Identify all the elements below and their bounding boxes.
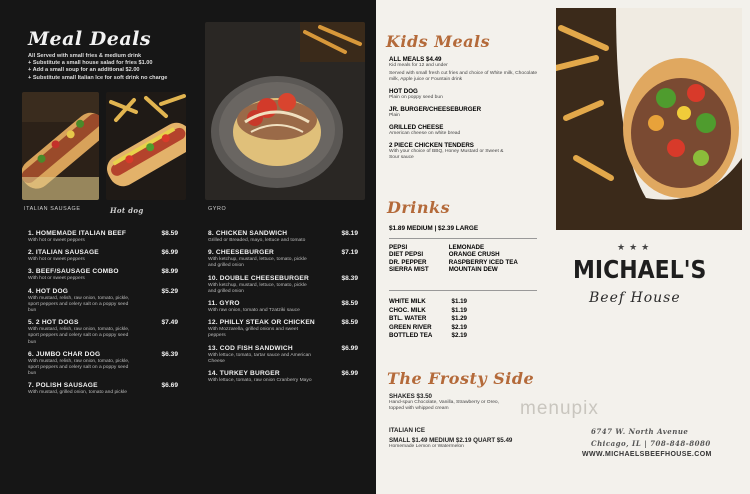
menu-item bbox=[28, 351, 178, 378]
drink-name: DIET PEPSI bbox=[389, 251, 424, 259]
item-price: $6.99 bbox=[341, 344, 358, 352]
logo-subtitle: Beef House bbox=[589, 290, 681, 306]
menu-item bbox=[28, 268, 178, 282]
item-name: 3. BEEF/SAUSAGE COMBO bbox=[28, 268, 119, 276]
drink-price: $1.29 bbox=[451, 315, 467, 323]
item-description: With hot or sweet peppers bbox=[28, 276, 85, 282]
kids-meals-age: Kid meals for 12 and under bbox=[389, 63, 448, 68]
italian-ice-section bbox=[389, 427, 519, 450]
drink-name: WHITE MILK bbox=[389, 298, 426, 305]
item-price: $7.49 bbox=[161, 319, 178, 327]
shakes-section bbox=[389, 393, 499, 412]
meal-deals-line: All Served with small fries & medium drink bbox=[28, 53, 142, 59]
item-description: With hot or sweet peppers bbox=[28, 238, 85, 243]
item-description: With hot or sweet peppers bbox=[28, 257, 85, 263]
bottled-drink-row bbox=[389, 332, 467, 341]
italian-ice-title: ITALIAN ICE bbox=[389, 427, 425, 434]
kids-item-desc: American cheese on white bread bbox=[389, 131, 461, 136]
item-description: With ketchup, mustard, lettuce, tomato, pickle and grilled onion bbox=[208, 257, 307, 269]
item-price: $8.99 bbox=[161, 268, 178, 276]
item-description: Grilled or Breaded, mayo, lettuce and tomato bbox=[208, 238, 306, 243]
meal-deals-title: Meal Deals bbox=[28, 28, 152, 50]
kids-meals-section bbox=[389, 56, 539, 161]
drinks-title: Drinks bbox=[387, 198, 451, 217]
bottled-drink-row bbox=[389, 324, 467, 333]
address-line-1: 6747 W. North Avenue bbox=[591, 427, 689, 436]
drink-name: ORANGE CRUSH bbox=[448, 251, 500, 259]
item-name: 2. ITALIAN SAUSAGE bbox=[28, 249, 99, 257]
logo-name: MICHAEL'S bbox=[573, 256, 707, 285]
gyro-photo bbox=[205, 22, 365, 200]
item-description: With lettuce, tomato, tartar sauce and American Cheese bbox=[208, 352, 312, 364]
menu-item bbox=[28, 382, 178, 396]
item-price: $6.99 bbox=[161, 249, 178, 257]
item-name: 14. TURKEY BURGER bbox=[208, 370, 280, 378]
caption-hot-dog: Hot dog bbox=[110, 206, 144, 215]
item-name: 10. DOUBLE CHEESEBURGER bbox=[208, 274, 309, 282]
meal-deals-notes bbox=[28, 53, 203, 82]
drinks-prices: $1.89 MEDIUM | $2.39 LARGE bbox=[389, 225, 479, 232]
drink-price: $1.19 bbox=[451, 298, 467, 305]
item-price: $8.19 bbox=[341, 230, 358, 237]
hot-dog-photo bbox=[106, 92, 186, 200]
drink-name: BOTTLED TEA bbox=[389, 332, 433, 340]
item-description: With lettuce, tomato, raw onion Cranberry Mayo bbox=[208, 378, 312, 384]
bottled-drink-row bbox=[389, 315, 467, 324]
drink-name: BTL. WATER bbox=[389, 315, 427, 323]
drink-price: $2.19 bbox=[451, 323, 467, 331]
item-description: With raw onion, tomato and Tzatziki sauce bbox=[208, 308, 300, 314]
kids-item bbox=[389, 88, 539, 101]
shakes-price: SHAKES $3.50 bbox=[389, 393, 432, 400]
address-line-2: Chicago, IL | 708-848-8080 bbox=[591, 439, 711, 448]
drink-name: LEMONADE bbox=[448, 244, 485, 251]
drink-name: GREEN RIVER bbox=[389, 323, 432, 331]
drink-price: $2.19 bbox=[451, 332, 467, 340]
kids-item-desc: Plain on poppy seed bun bbox=[389, 95, 443, 100]
item-name: 12. PHILLY STEAK OR CHICKEN bbox=[208, 319, 315, 327]
menu-item bbox=[208, 230, 358, 244]
menu-item bbox=[28, 230, 178, 244]
item-price: $6.69 bbox=[161, 382, 178, 390]
drink-name: CHOC. MILK bbox=[389, 306, 426, 314]
item-price: $6.39 bbox=[161, 350, 178, 358]
kids-item bbox=[389, 124, 539, 137]
kids-item-name: HOT DOG bbox=[389, 88, 418, 95]
kids-item bbox=[389, 106, 539, 119]
menu-item bbox=[208, 275, 358, 295]
item-name: 7. POLISH SAUSAGE bbox=[28, 382, 98, 390]
menu-items-column-1 bbox=[28, 230, 178, 402]
drink-price: $1.19 bbox=[451, 306, 467, 314]
item-name: 4. HOT DOG bbox=[28, 287, 69, 295]
drink-name: RASPBERRY ICED TEA bbox=[448, 258, 518, 266]
italian-beef-photo bbox=[556, 8, 742, 230]
caption-italian-sausage: ITALIAN SAUSAGE bbox=[24, 206, 81, 212]
item-description: With mustard, relish, raw onion, tomato, pickle, sport peppers and celery salt on a poppy seed bun bbox=[28, 358, 130, 377]
logo-stars: ★★★ bbox=[617, 242, 654, 252]
italian-ice-prices: SMALL $1.49 MEDIUM $2.19 QUART $5.49 bbox=[389, 437, 513, 444]
item-description: With mustard, grilled onion, tomato and pickle bbox=[28, 390, 127, 396]
drink-name: MOUNTAIN DEW bbox=[448, 266, 498, 274]
kids-item-name: GRILLED CHEESE bbox=[389, 124, 444, 131]
item-description: With mustard, relish, raw onion, tomato, pickle, sport peppers and celery salt on a poppy seed bun bbox=[28, 327, 130, 345]
item-price: $5.29 bbox=[161, 287, 178, 295]
caption-gyro: GYRO bbox=[208, 206, 227, 212]
italian-sausage-photo bbox=[22, 92, 99, 200]
kids-item-desc: With your choice of BBQ, Honey Mustard or Sweet & Sour sauce bbox=[389, 149, 504, 160]
kids-meals-price: ALL MEALS $4.49 bbox=[389, 56, 442, 63]
item-description: With mustard, relish, raw onion, tomato, pickle, sport peppers and celery salt on a poppy seed bun bbox=[28, 295, 130, 314]
kids-item bbox=[389, 142, 539, 161]
drink-name: DR. PEPPER bbox=[389, 258, 427, 266]
soft-drinks-col-2 bbox=[449, 244, 518, 274]
item-price: $7.19 bbox=[341, 249, 358, 257]
item-name: 5. 2 HOT DOGS bbox=[28, 319, 79, 327]
menu-item bbox=[208, 345, 358, 365]
menu-item bbox=[28, 249, 178, 263]
divider bbox=[389, 238, 537, 239]
website-link[interactable]: WWW.MICHAELSBEEFHOUSE.COM bbox=[582, 451, 712, 458]
bottled-drink-row bbox=[389, 307, 467, 316]
item-price: $8.39 bbox=[341, 274, 358, 282]
item-price: $8.59 bbox=[341, 300, 358, 308]
soft-drinks-col-1 bbox=[389, 244, 447, 274]
drink-name: SIERRA MIST bbox=[389, 266, 429, 274]
meal-deals-line: + Add a small soup for an additional $2.00 bbox=[28, 67, 140, 74]
meal-deals-line: + Substitute small Italian Ice for soft drink no charge bbox=[28, 74, 168, 81]
bottled-drink-row bbox=[389, 298, 467, 307]
item-name: 1. HOMEMADE ITALIAN BEEF bbox=[28, 230, 127, 237]
kids-meals-title: Kids Meals bbox=[386, 32, 491, 51]
item-name: 9. CHEESEBURGER bbox=[208, 249, 275, 257]
item-description: With Mozzarella, grilled onions and sweet peppers bbox=[208, 327, 298, 339]
menu-item bbox=[28, 319, 178, 346]
kids-item-name: JR. BURGER/CHEESEBURGER bbox=[389, 106, 482, 113]
item-name: 13. COD FISH SANDWICH bbox=[208, 344, 293, 352]
item-price: $6.99 bbox=[341, 370, 358, 378]
menu-items-column-2 bbox=[208, 230, 358, 389]
divider bbox=[389, 290, 537, 291]
drink-name: PEPSI bbox=[389, 244, 408, 251]
item-name: 11. GYRO bbox=[208, 300, 240, 308]
menu-item bbox=[208, 319, 358, 339]
item-name: 6. JUMBO CHAR DOG bbox=[28, 350, 101, 358]
meal-deals-line: + Substitute a small house salad for fries $1.00 bbox=[28, 60, 153, 67]
italian-ice-desc: Homemade Lemon or Watermelon bbox=[389, 444, 464, 449]
item-price: $8.59 bbox=[341, 319, 358, 327]
soft-drinks bbox=[389, 244, 524, 274]
kids-item-name: 2 PIECE CHICKEN TENDERS bbox=[389, 142, 474, 149]
frosty-side-title: The Frosty Side bbox=[387, 369, 535, 388]
item-price: $8.59 bbox=[161, 230, 178, 237]
kids-meals-served: Served with small fresh cut fries and choice of White milk, Chocolate milk, Apple juice or Fountain drink bbox=[389, 71, 538, 82]
menu-item bbox=[28, 288, 178, 315]
item-description: With ketchup, mustard, lettuce, tomato, pickle and grilled onion bbox=[208, 282, 307, 294]
watermark: menupix bbox=[520, 398, 599, 419]
item-name: 8. CHICKEN SANDWICH bbox=[208, 230, 288, 237]
menu-item bbox=[208, 300, 358, 314]
menu-item bbox=[208, 370, 358, 384]
menu-item bbox=[208, 249, 358, 269]
bottled-drinks bbox=[389, 298, 467, 341]
kids-item-desc: Plain bbox=[389, 113, 400, 118]
shakes-desc: Hand-spun Chocolate, Vanilla, Strawberry or Oreo, topped with whipped cream bbox=[389, 400, 500, 412]
